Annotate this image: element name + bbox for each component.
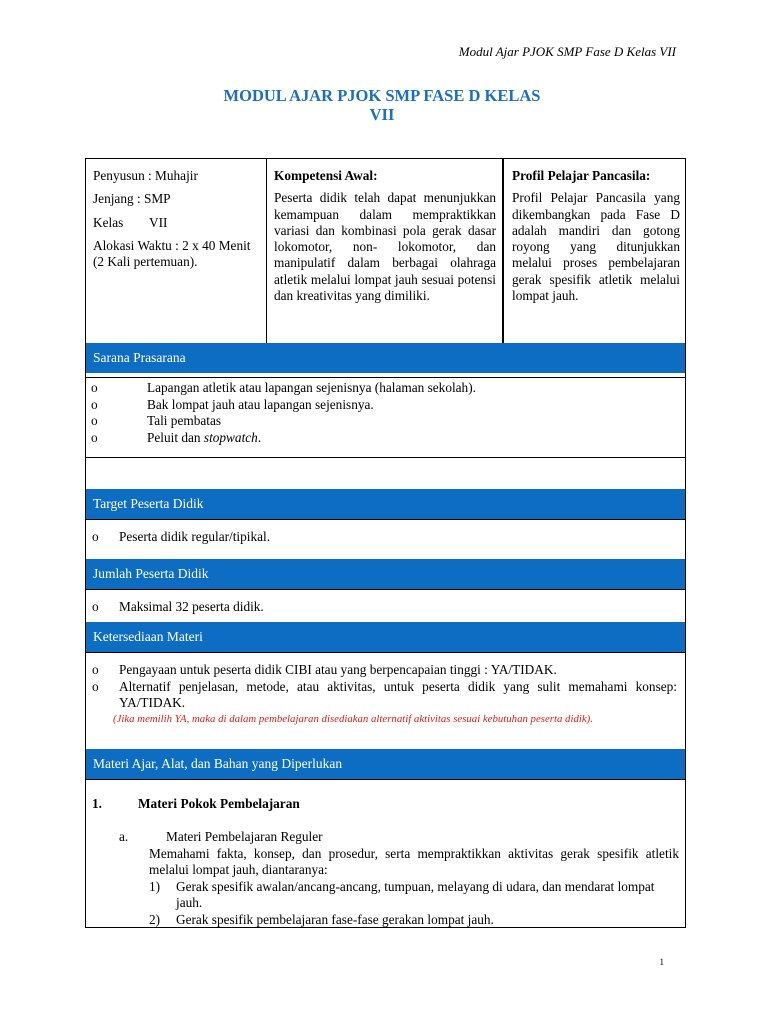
list-item — [91, 430, 685, 447]
target-box — [86, 519, 685, 559]
jenjang-text: Jenjang : SMP — [93, 191, 171, 207]
ketersediaan-note: (Jika memilih YA, maka di dalam pembelajaran disediakan alternatif aktivitas sesuai kebutuhan peserta didik). — [113, 712, 593, 725]
ketersediaan-box — [86, 652, 685, 749]
profil-cell — [503, 159, 686, 343]
jumlah-item: Maksimal 32 peserta didik. — [119, 599, 264, 614]
author-info-cell — [86, 159, 266, 343]
bullet-icon: o — [91, 396, 98, 412]
kelas-line — [93, 215, 260, 231]
kompetensi-cell — [266, 159, 503, 343]
subsection-title: Materi Pembelajaran Reguler — [166, 829, 323, 844]
sarana-box — [86, 377, 685, 457]
bullet-icon: o — [92, 678, 99, 694]
materi-header — [86, 749, 685, 779]
penyusun-text: Penyusun : Muhajir — [93, 168, 198, 183]
sarana-heading: Sarana Prasarana — [93, 350, 186, 365]
alokasi-text: Alokasi Waktu : 2 x 40 Menit (2 Kali pertemuan). — [93, 237, 251, 270]
materi-heading: Materi Ajar, Alat, dan Bahan yang Diperlukan — [93, 756, 343, 771]
list-item — [92, 599, 680, 616]
point-number: 1) — [149, 878, 161, 894]
ketersediaan-item: Pengayaan untuk peserta didik CIBI atau yang berpencapaian tinggi : YA/TIDAK. — [119, 662, 557, 677]
jumlah-header — [86, 559, 685, 589]
jumlah-list — [86, 590, 685, 616]
ketersediaan-header — [86, 622, 685, 652]
list-item — [91, 397, 685, 414]
bullet-icon: o — [91, 429, 98, 445]
materi-section-title — [92, 796, 300, 813]
sarana-item-italic: stopwatch — [203, 429, 258, 445]
ketersediaan-item: Alternatif penjelasan, metode, atau aktivitas, untuk peserta didik yang sulit memahami konsep: YA/TIDAK. — [119, 678, 677, 710]
target-list — [86, 520, 685, 546]
list-item — [91, 380, 685, 397]
bullet-icon: o — [92, 662, 99, 677]
title-line-2: VII — [369, 105, 395, 124]
target-header — [86, 489, 685, 519]
subsection-letter: a. — [119, 829, 129, 844]
list-item — [92, 679, 680, 712]
list-item — [92, 529, 680, 546]
jumlah-heading: Jumlah Peserta Didik — [93, 566, 209, 581]
ketersediaan-heading: Ketersediaan Materi — [93, 629, 203, 644]
jumlah-box — [86, 589, 685, 622]
kelas-label: Kelas — [93, 214, 124, 230]
bullet-icon: o — [91, 380, 98, 395]
materi-points — [119, 879, 679, 929]
target-heading: Target Peserta Didik — [93, 496, 204, 511]
empty-row — [86, 457, 685, 489]
list-item — [149, 879, 679, 912]
identity-row — [86, 159, 685, 343]
target-item: Peserta didik regular/tipikal. — [119, 529, 271, 544]
sarana-item: Tali pembatas — [147, 413, 222, 428]
point-text: Gerak spesifik awalan/ancang-ancang, tumpuan, melayang di udara, dan mendarat lompat jauh. — [176, 878, 655, 910]
materi-paragraph: Memahami fakta, konsep, dan prosedur, serta mempraktikkan aktivitas gerak spesifik atletik melalui lompat jauh, diantaranya: — [149, 845, 679, 877]
sarana-list — [86, 378, 685, 446]
page-number: 1 — [659, 957, 664, 967]
kompetensi-heading: Kompetensi Awal: — [274, 168, 378, 183]
running-header: Modul Ajar PJOK SMP Fase D Kelas VII — [458, 44, 676, 59]
point-text: Gerak spesifik pembelajaran fase-fase gerakan lompat jauh. — [176, 911, 494, 927]
subsection-heading — [119, 829, 679, 846]
bullet-icon: o — [92, 529, 99, 544]
title-line-1: MODUL AJAR PJOK SMP FASE D KELAS — [223, 86, 541, 105]
profil-heading: Profil Pelajar Pancasila: — [512, 168, 651, 183]
document-title — [180, 86, 584, 124]
sarana-item: Lapangan atletik atau lapangan sejenisnya (halaman sekolah). — [147, 380, 476, 395]
point-number: 2) — [149, 911, 161, 927]
sarana-item-prefix: Peluit dan — [147, 429, 204, 445]
list-item — [91, 413, 685, 430]
list-item — [92, 662, 680, 679]
materi-subsection — [119, 829, 679, 928]
materi-box — [86, 779, 685, 927]
bullet-icon: o — [92, 599, 99, 614]
section-number: 1. — [92, 796, 102, 811]
bullet-icon: o — [91, 413, 98, 428]
profil-text: Profil Pelajar Pancasila yang dikembangkan pada Fase D adalah mandiri dan gotong royong yang ditunjukkan melalui proses pembelajaran gerak spesifik atletik melalui lompat jauh. — [512, 190, 680, 304]
sarana-item: Bak lompat jauh atau lapangan sejenisnya. — [147, 396, 374, 412]
sarana-header — [86, 343, 685, 373]
list-item — [149, 912, 679, 929]
kelas-value: VII — [149, 214, 168, 230]
sarana-item-suffix: . — [257, 429, 262, 445]
section-title: Materi Pokok Pembelajaran — [138, 796, 300, 811]
ketersediaan-list — [86, 653, 685, 712]
kompetensi-text: Peserta didik telah dapat menunjukkan kemampuan dalam mempraktikkan variasi dan kombinasi pola gerak dasar lokomotor, non- lokomotor, dan manipulatif dalam berbagai olahraga atletik melalui lompat jauh sesuai potensi dan kreativitas yang dimiliki. — [274, 190, 496, 304]
module-table — [85, 158, 686, 928]
